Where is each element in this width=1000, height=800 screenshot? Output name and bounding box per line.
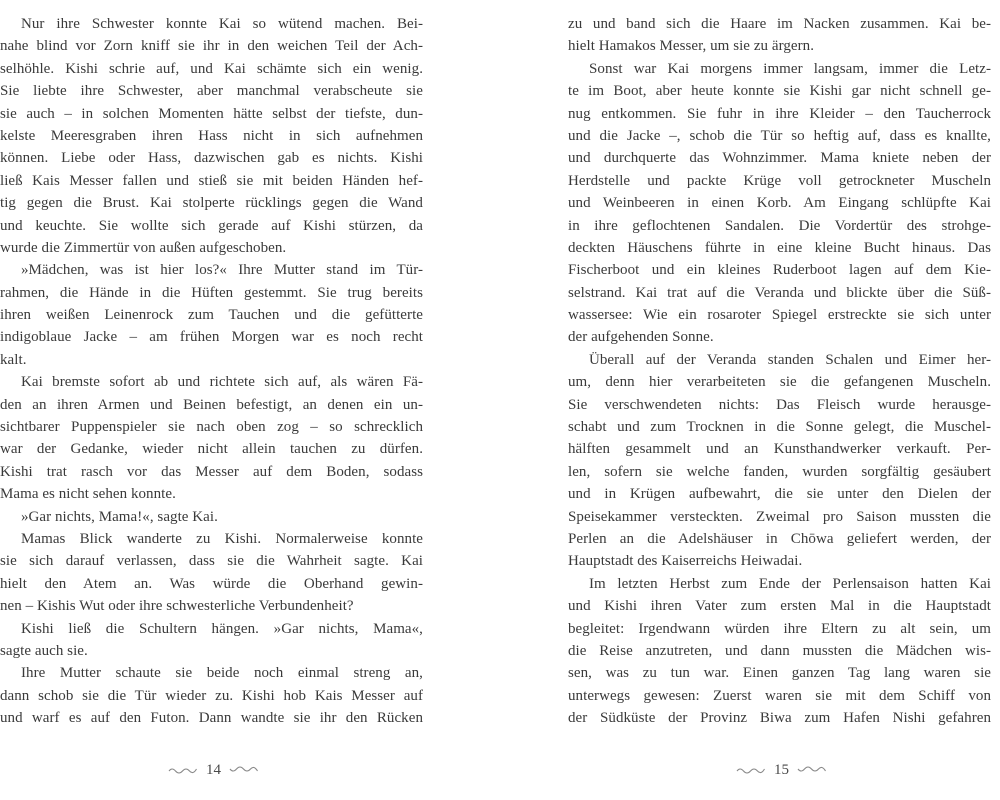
text-line: Mama es nicht sehen konnte. bbox=[0, 486, 176, 503]
right-page-text bbox=[568, 13, 991, 730]
wave-ornament-icon bbox=[168, 764, 198, 776]
text-line: und Weinbeeren in einen Korb. Am Eingang schlüpfte Kai bbox=[568, 195, 991, 212]
text-line: Im letzten Herbst zum Ende der Perlensaison hatten Kai bbox=[589, 575, 991, 592]
text-line: war der Gedanke, wieder nicht allein tauchen zu dürfen. bbox=[0, 441, 423, 458]
text-line: rahmen, die Hände in die Hüften gestemmt. Sie trug bereits bbox=[0, 284, 423, 301]
text-line: sen, was zu tun war. Einen ganzen Tag lang waren sie bbox=[568, 665, 991, 682]
text-line: Sonst war Kai morgens immer langsam, immer die Letz- bbox=[589, 60, 991, 77]
text-line: und keuchte. Sie wollte sich gerade auf Kishi stürzen, da bbox=[0, 217, 423, 234]
text-line: deckten Häuschens führte in eine kleine Bucht hinaus. Das bbox=[568, 239, 991, 256]
text-line: hielt den Atem an. Was würde die Oberhand gewin- bbox=[0, 575, 423, 592]
text-line: selhöhle. Kishi schrie auf, und Kai schämte sich ein wenig. bbox=[0, 60, 423, 77]
text-line: Sie verschwendeten nichts: Das Fleisch wurde herausge- bbox=[568, 396, 991, 413]
page-number: 14 bbox=[206, 762, 221, 778]
text-line: »Gar nichts, Mama!«, sagte Kai. bbox=[21, 508, 218, 525]
text-line: tig gegen die Brust. Kai stolperte rücklings gegen die Wand bbox=[0, 195, 423, 212]
text-line: indigoblaue Jacke – am frühen Morgen war es noch recht bbox=[0, 329, 423, 346]
page-number: 15 bbox=[774, 762, 789, 778]
text-line: sichtbarer Puppenspieler sie nach oben zog – so schrecklich bbox=[0, 419, 423, 436]
text-line: sagte auch sie. bbox=[0, 642, 88, 659]
text-line: hälften gesammelt und an Kunsthandwerker verkauft. Per- bbox=[568, 441, 991, 458]
right-folio bbox=[736, 759, 827, 781]
text-line: te im Boot, aber heute konnte sie Kishi gar nicht schnell ge- bbox=[568, 83, 991, 100]
wave-ornament-icon bbox=[229, 764, 259, 776]
text-line: Herdstelle und packte Krüge voll getrockneter Muscheln bbox=[568, 172, 991, 189]
text-line: Ihre Mutter schaute sie beide noch einmal streng an, bbox=[21, 665, 423, 682]
text-line: und in Krügen aufbewahrt, die sie unter den Dielen der bbox=[568, 486, 991, 503]
text-line: wassersee: Wie ein rosaroter Spiegel erstreckte sie sich unter bbox=[568, 307, 991, 324]
text-line: nen – Kishis Wut oder ihre schwesterliche Verbundenheit? bbox=[0, 598, 354, 615]
text-line: nahe blind vor Zorn kniff sie ihr in den weichen Teil der Ach- bbox=[0, 38, 423, 55]
text-line: sie auch – in solchen Momenten hätte selbst der tiefste, dun- bbox=[0, 105, 423, 122]
text-line: der Südküste der Provinz Biwa zum Hafen Nishi gefahren bbox=[568, 710, 991, 727]
text-line: Hauptstadt des Kaiserreichs Heiwadai. bbox=[568, 553, 803, 570]
text-line: zu und band sich die Haare im Nacken zusammen. Kai be- bbox=[568, 16, 991, 32]
text-line: können. Liebe oder Hass, dazwischen gab es nichts. Kishi bbox=[0, 150, 423, 167]
right-page bbox=[568, 0, 998, 800]
wave-ornament-icon bbox=[797, 764, 827, 776]
text-line: und durchquerte das Wohnzimmer. Mama kniete neben der bbox=[568, 150, 991, 167]
text-line: der aufgehenden Sonne. bbox=[568, 329, 714, 346]
text-line: Kishi ließ die Schultern hängen. »Gar nichts, Mama«, bbox=[21, 620, 423, 637]
left-folio bbox=[168, 759, 259, 781]
text-line: Mamas Blick wanderte zu Kishi. Normalerweise konnte bbox=[21, 530, 423, 547]
text-line: kalt. bbox=[0, 351, 27, 368]
text-line: und warf es auf den Futon. Dann wandte sie ihr den Rücken bbox=[0, 710, 423, 727]
text-line: sie sich darauf verlassen, dass sie die Wahrheit sagte. Kai bbox=[0, 553, 423, 570]
text-line: wurde die Zimmertür von außen aufgeschoben. bbox=[0, 239, 287, 256]
text-line: schabt und zum Trocknen in die Sonne gelegt, die Muschel- bbox=[568, 419, 991, 436]
text-line: Speisekammer versteckten. Zweimal pro Saison mussten die bbox=[568, 508, 991, 525]
text-line: um, denn hier verarbeiteten sie die gefangenen Muscheln. bbox=[568, 374, 991, 391]
text-line: nug entkommen. Sie fuhr in ihre Kleider – den Taucherrock bbox=[568, 105, 991, 122]
text-line: selstrand. Kai trat auf die Veranda und blickte über die Süß- bbox=[568, 284, 991, 301]
text-line: hielt Hamakos Messer, um sie zu ärgern. bbox=[568, 38, 815, 55]
text-line: Kishi trat rasch vor das Messer auf dem Boden, sodass bbox=[0, 463, 423, 480]
text-line: in ihre geflochtenen Sandalen. Die Vordertür des strohge- bbox=[568, 217, 991, 234]
left-page-text bbox=[0, 13, 423, 730]
text-line: Nur ihre Schwester konnte Kai so wütend machen. Bei- bbox=[21, 16, 423, 32]
text-line: ihren weißen Leinenrock zum Tauchen und die gefütterte bbox=[0, 307, 423, 324]
text-line: Überall auf der Veranda standen Schalen und Eimer her- bbox=[589, 351, 991, 368]
text-line: und Kishi ihren Vater zum ersten Mal in die Hauptstadt bbox=[568, 598, 991, 615]
text-line: kelste Meeresgraben ihren Hass nicht in sich aufnehmen bbox=[0, 127, 423, 144]
text-line: Sie liebte ihre Schwester, aber manchmal verabscheute sie bbox=[0, 83, 423, 100]
text-line: Kai bremste sofort ab und richtete sich auf, als wären Fä- bbox=[21, 374, 423, 391]
text-line: und die Jacke –, schob die Tür so heftig auf, dass es knallte, bbox=[568, 127, 991, 144]
text-line: unterwegs gewesen: Zuerst waren sie mit dem Schiff von bbox=[568, 687, 991, 704]
text-line: Perlen an die Adelshäuser in Chōwa geliefert werden, der bbox=[568, 530, 991, 547]
text-line: Fischerboot und ein kleines Ruderboot lagen auf dem Kie- bbox=[568, 262, 991, 279]
wave-ornament-icon bbox=[736, 764, 766, 776]
text-line: ließ Kais Messer fallen und stieß sie mit beiden Händen hef- bbox=[0, 172, 423, 189]
text-line: den an ihren Armen und Beinen befestigt, an denen ein un- bbox=[0, 396, 423, 413]
text-line: dann schob sie die Tür wieder zu. Kishi hob Kais Messer auf bbox=[0, 687, 423, 704]
text-line: »Mädchen, was ist hier los?« Ihre Mutter stand im Tür- bbox=[21, 262, 423, 279]
left-page bbox=[0, 0, 430, 800]
text-line: begleitet: Irgendwann würden ihre Eltern zu alt sein, um bbox=[568, 620, 991, 637]
text-line: die Reise anzutreten, und dann mussten die Mädchen wis- bbox=[568, 642, 991, 659]
text-line: len, sofern sie welche fanden, wurden sorgfältig gesäubert bbox=[568, 463, 991, 480]
